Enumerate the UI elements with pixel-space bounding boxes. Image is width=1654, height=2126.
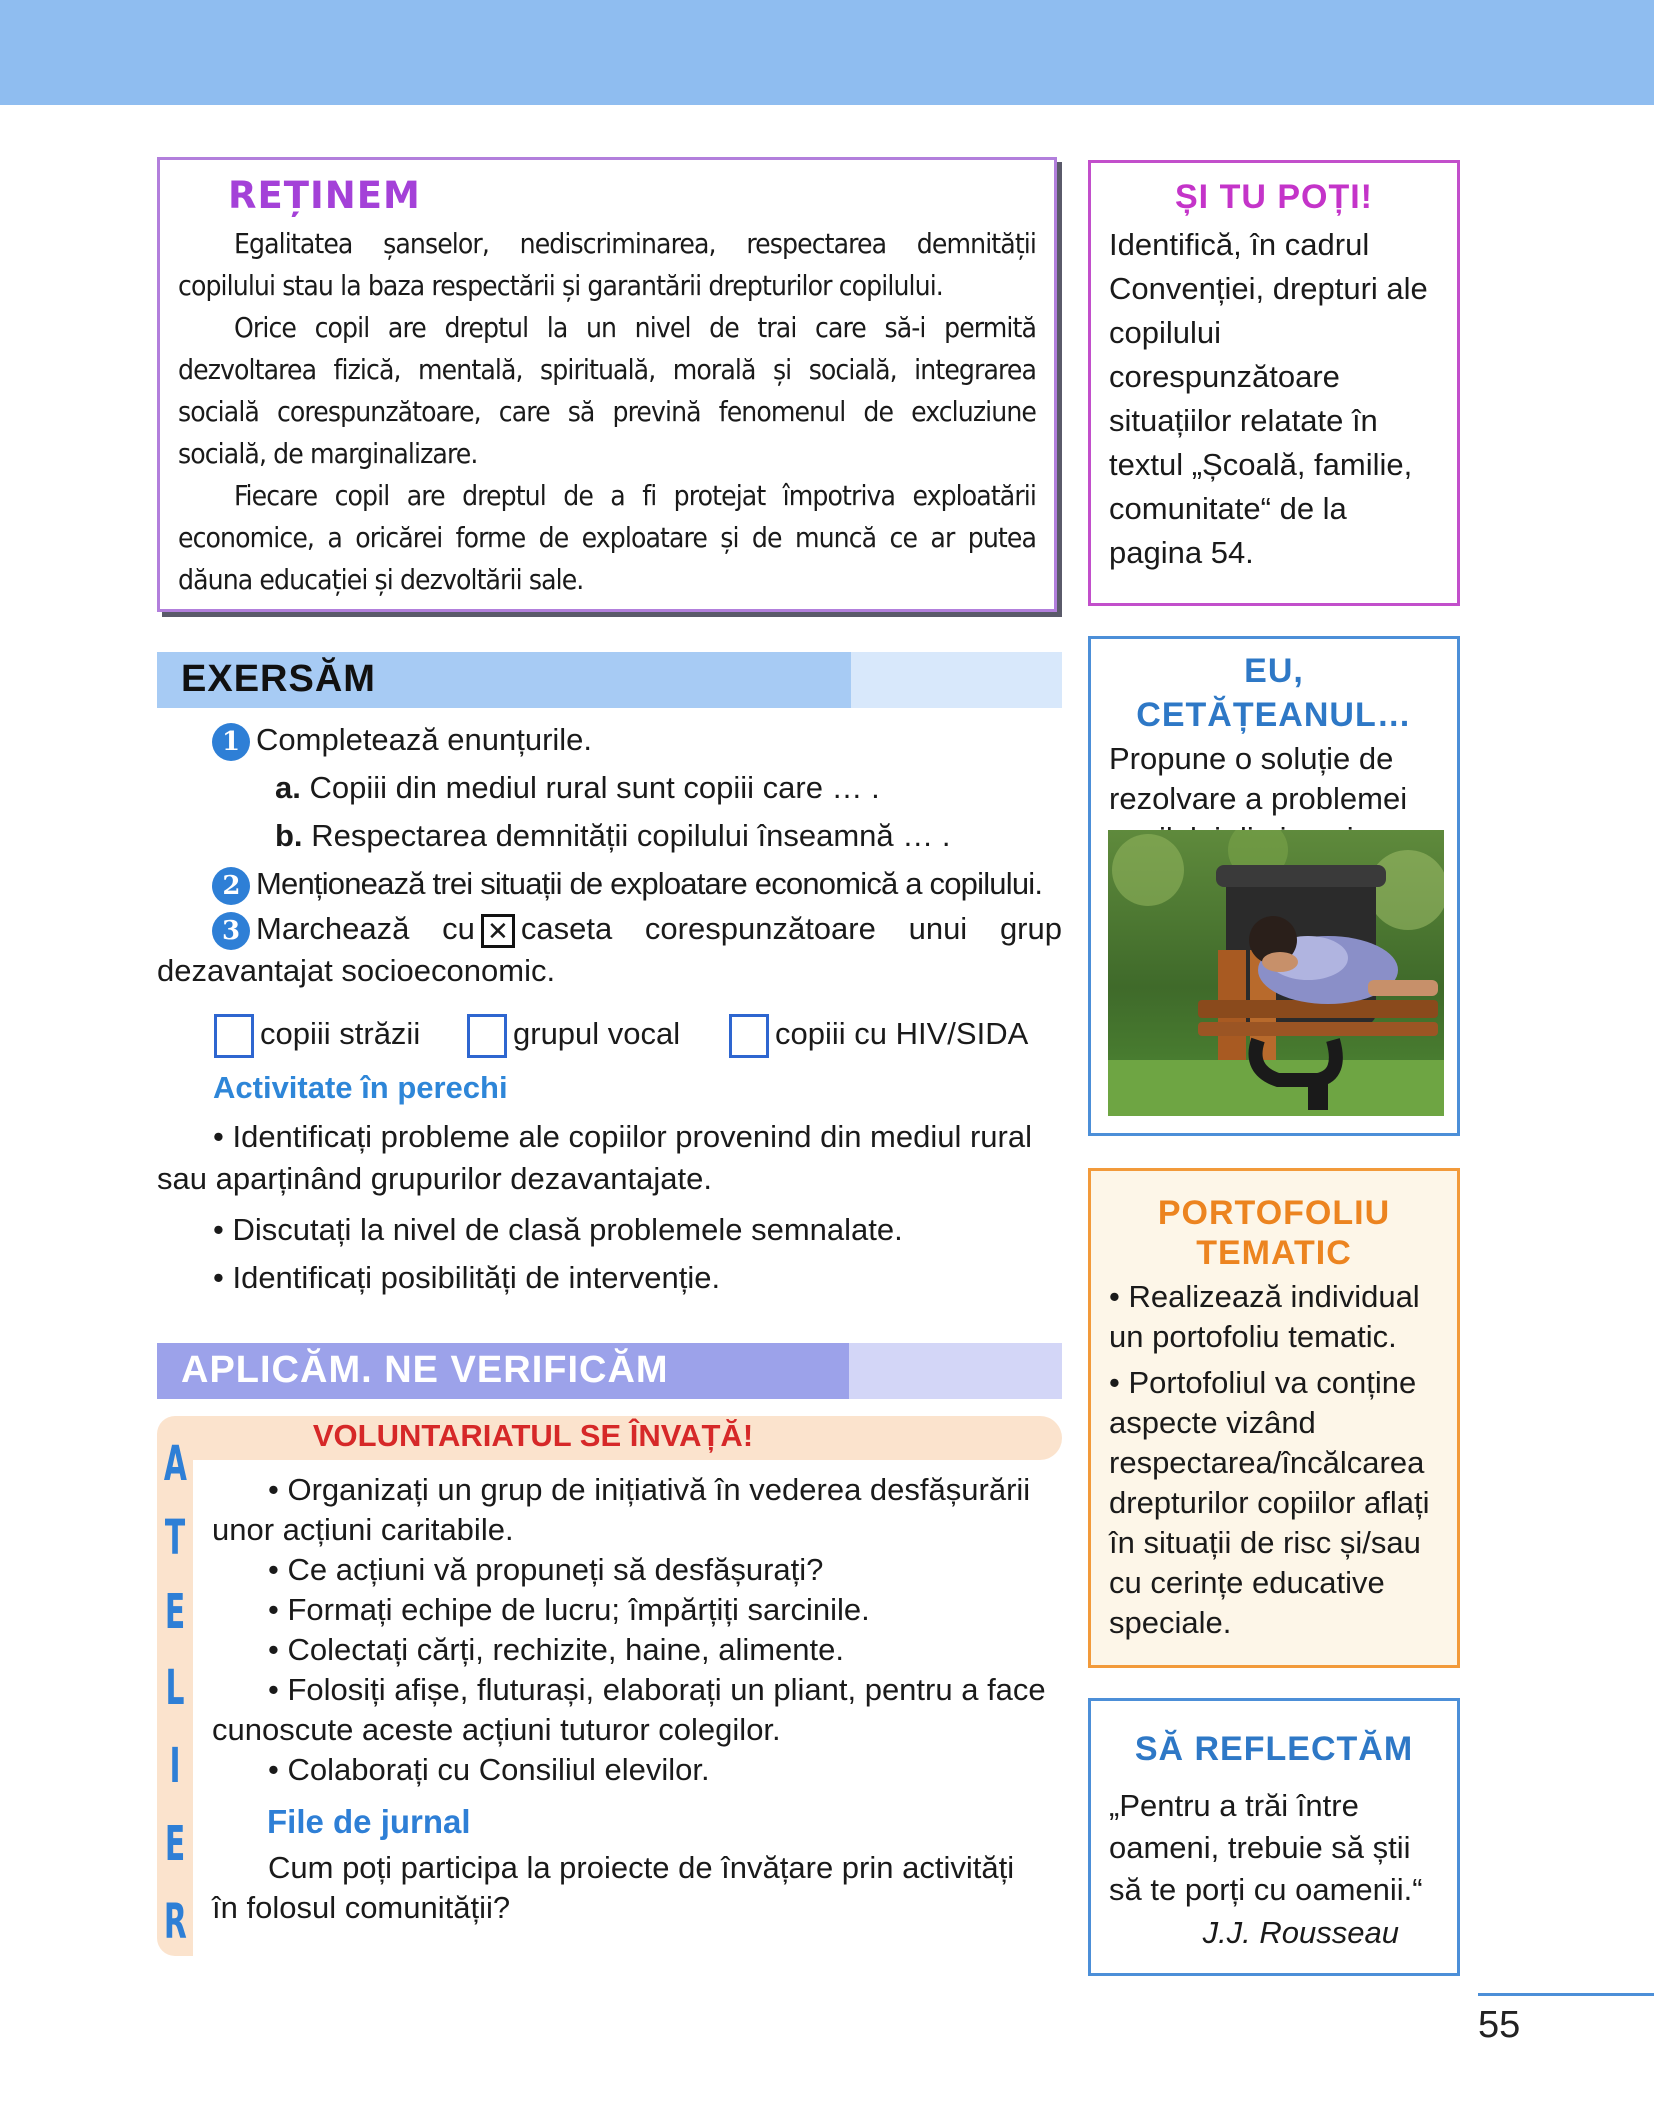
aplicam-title: APLICĂM. NE VERIFICĂM bbox=[181, 1349, 669, 1391]
exercise-number-badge: 2 bbox=[212, 867, 250, 905]
page-number-rule bbox=[1478, 1993, 1654, 1996]
exercise-1 bbox=[212, 716, 592, 764]
portofoliu-title: PORTOFOLIU TEMATIC bbox=[1157, 1194, 1391, 1272]
si-tu-poti-box bbox=[1088, 160, 1460, 606]
atelier-letter: I bbox=[169, 1738, 181, 1794]
atelier-item: • Ce acțiuni vă propuneți să desfășurați? bbox=[268, 1552, 824, 1587]
option-label: copiii cu HIV/SIDA bbox=[775, 1016, 1029, 1051]
top-color-band bbox=[0, 0, 1654, 105]
portofoliu-item: • Portofoliul va conține aspecte vizând respectarea/încălcarea drepturilor copiilor aflați în situații de risc și/sau cu cerințe educative speciale. bbox=[1109, 1365, 1430, 1640]
retinem-title: REȚINEM bbox=[228, 174, 421, 217]
exercise-number-badge: 3 bbox=[212, 912, 250, 950]
pair-item: • Identificați posibilități de intervenție. bbox=[213, 1260, 721, 1295]
sa-reflectam-title: SĂ REFLECTĂM bbox=[1134, 1730, 1414, 1768]
atelier-item: • Formați echipe de lucru; împărțiți sarcinile. bbox=[268, 1592, 870, 1627]
journal-text: Cum poți participa la proiecte de învățare prin activități în folosul comunității? bbox=[212, 1850, 1015, 1925]
journal-title: File de jurnal bbox=[267, 1803, 471, 1840]
exersam-header bbox=[157, 652, 1062, 708]
atelier-letter: R bbox=[163, 1894, 187, 1950]
exercise-1-text: Completează enunțurile. bbox=[256, 722, 593, 757]
atelier-item: • Colectați cărți, rechizite, haine, alimente. bbox=[268, 1632, 844, 1667]
atelier-item: • Colaborați cu Consiliul elevilor. bbox=[268, 1752, 710, 1787]
atelier-letter: E bbox=[164, 1584, 186, 1640]
si-tu-poti-text: Identifică, în cadrul Convenției, drepturi ale copilului corespunzătoare situațiilor relatate în textul „Școală, familie, comunitate“ de la pagina 54. bbox=[1109, 227, 1428, 570]
atelier-item: • Organizați un grup de inițiativă în vederea desfășurării unor acțiuni caritabile. bbox=[212, 1472, 1031, 1547]
atelier-letter: L bbox=[165, 1660, 185, 1716]
retinem-paragraph: Orice copil are dreptul la un nivel de trai care să-i permită dezvoltarea fizică, mentală, spirituală, morală și socială, integrarea socială corespunzătoare, care să prevină fenomenul de excluziune socială, de marginalizare. bbox=[178, 311, 1036, 470]
exercise-1b bbox=[275, 812, 950, 860]
checkbox[interactable] bbox=[729, 1014, 769, 1058]
page-number: 55 bbox=[1478, 2004, 1521, 2046]
checked-box-icon: ✕ bbox=[481, 914, 515, 948]
eu-cetateanul-text: Propune o soluție de rezolvare a problemei bbox=[1109, 741, 1408, 816]
exercise-1a bbox=[275, 764, 880, 812]
child-on-bench-photo bbox=[1108, 830, 1444, 1116]
atelier-letter: A bbox=[163, 1436, 187, 1492]
exercise-1b-text: Respectarea demnității copilului înseamnă … . bbox=[311, 818, 951, 853]
retinem-paragraph: Egalitatea șanselor, nediscriminarea, respectarea demnității copilului stau la baza respectării și garantării drepturilor copilului. bbox=[178, 227, 1036, 302]
exercise-1a-label: a. bbox=[275, 770, 301, 805]
atelier-letter: E bbox=[164, 1816, 186, 1872]
portofoliu-box bbox=[1088, 1168, 1460, 1668]
sa-reflectam-author: J.J. Rousseau bbox=[1202, 1915, 1399, 1950]
exercise-1b-label: b. bbox=[275, 818, 303, 853]
exersam-title: EXERSĂM bbox=[181, 658, 376, 700]
sa-reflectam-box bbox=[1088, 1698, 1460, 1976]
option-grupul-vocal[interactable] bbox=[467, 1010, 680, 1058]
pair-item: • Identificați probleme ale copiilor provenind din mediul rural sau aparținând grupurilor dezavantajate. bbox=[157, 1119, 1033, 1196]
exercise-1a-text: Copiii din mediul rural sunt copiii care … . bbox=[309, 770, 880, 805]
option-copiii-strazii[interactable] bbox=[214, 1010, 420, 1058]
aplicam-header bbox=[157, 1343, 1062, 1399]
portofoliu-item: • Realizează individual un portofoliu tematic. bbox=[1109, 1279, 1420, 1354]
exercise-3-text-after: caseta corespunzătoare unui grup dezavantajat socioeconomic. bbox=[157, 911, 1062, 988]
atelier-letter: T bbox=[164, 1510, 186, 1566]
voluntariat-title: VOLUNTARIATUL SE ÎNVAȚĂ! bbox=[312, 1418, 754, 1453]
pair-activity-title: Activitate în perechi bbox=[213, 1070, 508, 1105]
exercise-number-badge: 1 bbox=[212, 723, 250, 761]
sa-reflectam-quote: „Pentru a trăi între oameni, trebuie să știi să te porți cu oamenii.“ bbox=[1109, 1788, 1423, 1907]
eu-cetateanul-title: EU, CETĂȚEANUL… bbox=[1136, 652, 1412, 734]
option-label: copiii străzii bbox=[260, 1016, 421, 1051]
retinem-paragraph: Fiecare copil are dreptul de a fi protejat împotriva exploatării economice, a oricărei forme de exploatare și de muncă ce ar putea dăuna educației și dezvoltării sale. bbox=[178, 479, 1036, 596]
exercise-2-text: Menționează trei situații de exploatare economică a copilului. bbox=[256, 866, 1043, 901]
atelier-body bbox=[212, 1470, 1062, 1928]
checkbox[interactable] bbox=[214, 1014, 254, 1058]
option-hiv-sida[interactable] bbox=[729, 1010, 1028, 1058]
pair-item: • Discutați la nivel de clasă problemele semnalate. bbox=[213, 1212, 903, 1247]
atelier-item: • Folosiți afișe, fluturași, elaborați un pliant, pentru a face cunoscute aceste acțiuni tuturor colegilor. bbox=[212, 1672, 1046, 1747]
retinem-box bbox=[157, 157, 1057, 612]
si-tu-poti-title: ȘI TU POȚI! bbox=[1175, 178, 1373, 216]
exercise-2 bbox=[212, 860, 1042, 908]
option-label: grupul vocal bbox=[513, 1016, 681, 1051]
checkbox[interactable] bbox=[467, 1014, 507, 1058]
exercise-3-text-before: Marchează cu bbox=[256, 911, 475, 946]
exercise-3 bbox=[157, 908, 1062, 992]
